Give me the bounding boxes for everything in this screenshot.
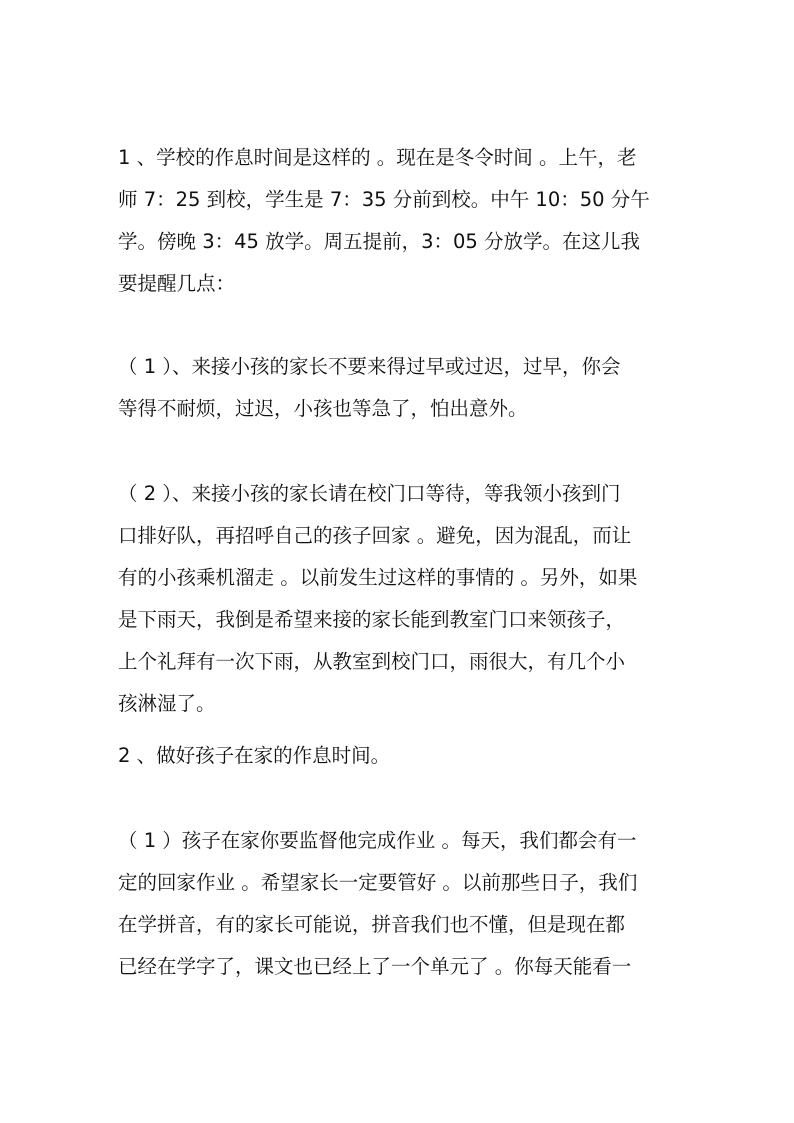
- paragraph-schedule: [118, 137, 684, 305]
- text-line: 等得不耐烦，过迟，小孩也等急了，怕出意外。: [118, 397, 528, 420]
- text-line: 1 、学校的作息时间是这样的 。现在是冬令时间 。上午，老: [118, 146, 637, 169]
- text-line: 已经在学字了，课文也已经上了一个单元了 。你每天能看一: [118, 955, 632, 978]
- text-line: 有的小孩乘机溜走 。以前发生过这样的事情的 。另外，如果: [118, 566, 638, 589]
- text-line: （ 1 ）、来接小孩的家长不要来得过早或过迟，过早，你会: [118, 355, 621, 378]
- text-line: （ 1 ）孩子在家你要监督他完成作业 。每天，我们都会有一: [118, 829, 637, 852]
- paragraph-point-2: [118, 473, 684, 725]
- paragraph-section-2-heading: [118, 735, 684, 777]
- paragraph-point-1: [118, 346, 684, 430]
- text-line: 在学拼音，有的家长可能说，拼音我们也不懂，但是现在都: [118, 913, 626, 936]
- text-line: 口排好队，再招呼自己的孩子回家 。避免，因为混乱，而让: [118, 524, 632, 547]
- text-line: 要提醒几点：: [118, 272, 236, 295]
- text-line: 学。傍晚 3：45 放学。周五提前，3：05 分放学。在这儿我: [118, 230, 641, 253]
- text-line: 定的回家作业 。希望家长一定要管好 。以前那些日子，我们: [118, 871, 638, 894]
- paragraph-homework: [118, 820, 684, 988]
- text-line: 孩淋湿了。: [118, 692, 216, 715]
- text-line: （ 2 ）、来接小孩的家长请在校门口等待，等我领小孩到门: [118, 482, 621, 505]
- text-line: 2 、做好孩子在家的作息时间。: [118, 744, 391, 767]
- text-line: 师 7：25 到校，学生是 7：35 分前到校。中午 10：50 分午: [118, 188, 650, 211]
- text-line: 上个礼拜有一次下雨，从教室到校门口，雨很大，有几个小: [118, 650, 626, 673]
- text-line: 是下雨天，我倒是希望来接的家长能到教室门口来领孩子，: [118, 608, 626, 631]
